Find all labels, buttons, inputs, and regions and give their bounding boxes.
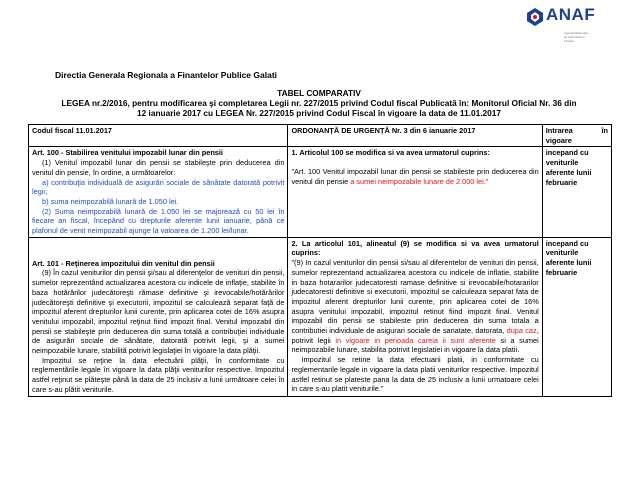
- cell-effective-art101: incepand cu veniturile aferente lunii februarie: [542, 237, 611, 396]
- cell-new-art101: [288, 237, 542, 396]
- amendment1-title: 1. Articolul 100 se modifica si va avea urmatorul cuprins:: [291, 148, 490, 158]
- art101-para9: (9) În cazul veniturilor din pensii şi/sau al diferenţelor de venituri din pensii, sumelor reprezentând actualizarea acestora cu indicele de inflaţie, stabilite în baza hotărârilor judecătoreşti rămase definitive şi irevocabile/hotărârilor judecătoreşti definitive şi executorii, impozitul se calculează separat faţă de impozitul aferent drepturilor lunii curente, prin aplicarea cotei de 16% asupra venitului impozabil, impozitul reţinut fiind impozit final. Venitul impozabil din pensii se stabileşte prin deducerea din suma totală a contribuţiei individuale de asigurări sociale de sănătate, datorată potrivit legii, şi a sumei neimpozabile lunare, stabilită potrivit legislaţiei în vigoare la data plăţii.: [32, 268, 285, 356]
- amendment2-highlight2: in vigoare in perioada careia ii sunt aferente: [335, 335, 496, 345]
- art100-item-a: a) contribuţia individuală de asigurări sociale de sănătate datorată potrivit legii;: [32, 177, 285, 197]
- art100-item-b: b) suma neimpozabilă lunară de 1.050 lei.: [42, 196, 179, 206]
- comparison-table: [28, 124, 612, 397]
- header-codul-fiscal: Codul fiscal 11.01.2017: [29, 125, 288, 147]
- document-header: [0, 88, 638, 118]
- amendment2-title: 2. La articolul 101, alineatul (9) se modifica si va avea urmatorul cuprins:: [291, 238, 539, 258]
- art101-para-retinere: Impozitul se reţine la data efectuării plăţii, în conformitate cu reglementările legale în vigoare la data plăţii veniturilor respective. Impozitul astfel reţinut se plăteşte până la data de 25 inclusiv a lunii următoare celei în care s-au plătit veniturile.: [32, 355, 285, 394]
- art101-title: Art. 101 - Reţinerea impozitului din venitul din pensii: [32, 258, 215, 268]
- table-header-row: [29, 125, 612, 147]
- header-ordonanta: ORDONANȚĂ DE URGENȚĂ Nr. 3 din 6 ianuarie 2017: [288, 125, 542, 147]
- art100-title: Art. 100 - Stabilirea venitului impozabil lunar din pensii: [32, 148, 223, 158]
- institution-name: Directia Generala Regionala a Finantelor Publice Galati: [55, 70, 278, 80]
- document-subtitle-line1: LEGEA nr.2/2016, pentru modificarea şi completarea Legii nr. 227/2015 privind Codul fiscal Publicată în: Monitorul Oficial Nr. 36 din: [61, 98, 577, 108]
- amendment2-para9: "(9) In cazul veniturilor din pensii si/sau al diferentelor de venituri din pensii, sumelor reprezentand actualizarea acestora cu indicele de inflatie, stabilite in baza hotararilor judecatoresti ramase definitive si irevocabile/hotararilor judecatoresti definitive si executorii, impozitul se calculeaza separat fata de impozitul aferent drepturilor lunii curente, prin aplicarea cotei de 16% asupra venitului impozabil, impozitul retinut fiind impozit final. Venitul impozabil din pensii se stabileste prin deducerea din suma totala a contributiei individuale de asigurari sociale de sanatate, datorata, dupa caz, potrivit legii in vigoare in perioada careia ii sunt aferente si a sumei neimpozabile lunare, stabilita potrivit legislatiei in vigoare la data platii.: [291, 258, 539, 355]
- amendment1-highlight: a sumei neimpozabile lunare de 2.000 lei.": [350, 176, 489, 186]
- cell-new-art100: [288, 147, 542, 237]
- cell-old-art101: [29, 237, 288, 396]
- document-subtitle-line2: 12 ianuarie 2017 cu LEGEA Nr. 227/2015 privind Codul Fiscal în vigoare la data de 11.01.2017: [136, 108, 501, 118]
- anaf-emblem-icon: [526, 7, 544, 27]
- amendment2-para-retinere: Impozitul se retine la data efectuarii platii, in conformitate cu reglementarile legale in vigoare la data platii veniturilor respective. Impozitul astfel retinut se plateste pana la data de 25 inclusiv a lunii urmatoare celei in care s-au platit veniturile.": [291, 355, 539, 394]
- amendment2-highlight1: dupa caz: [506, 326, 537, 336]
- table-row-art100: [29, 147, 612, 237]
- cell-old-art100: [29, 147, 288, 237]
- art100-para2: (2) Suma neimpozabilă lunară de 1.050 lei se majorează cu 50 lei în fiecare an fiscal, începând cu drepturile aferente lunii ianuarie, până ce plafonul de venit neimpozabil ajunge la valoarea de 1.200 lei/lunar.: [32, 206, 285, 236]
- table-row-art101: [29, 237, 612, 396]
- document-title: TABEL COMPARATIV: [277, 88, 361, 98]
- header-intrarea-in-vigoare: Intrarea în vigoare: [542, 125, 611, 147]
- amendment1-text: "Art. 100 Venitul impozabil lunar din pensii se stabileste prin deducerea din venitul din pensie a sumei neimpozabile lunare de 2.000 lei.": [291, 167, 539, 186]
- logo-name: ANAF: [546, 5, 596, 24]
- cell-effective-art100: incepand cu veniturile aferente lunii februarie: [542, 147, 611, 237]
- art100-para1: (1) Venitul impozabil lunar din pensii se stabileşte prin deducerea din venitul din pensie, în ordine, a următoarelor:: [32, 158, 285, 177]
- anaf-logo: [526, 5, 610, 57]
- logo-subtitle: Agentia Nationala de Administrare Fiscala: [564, 31, 588, 43]
